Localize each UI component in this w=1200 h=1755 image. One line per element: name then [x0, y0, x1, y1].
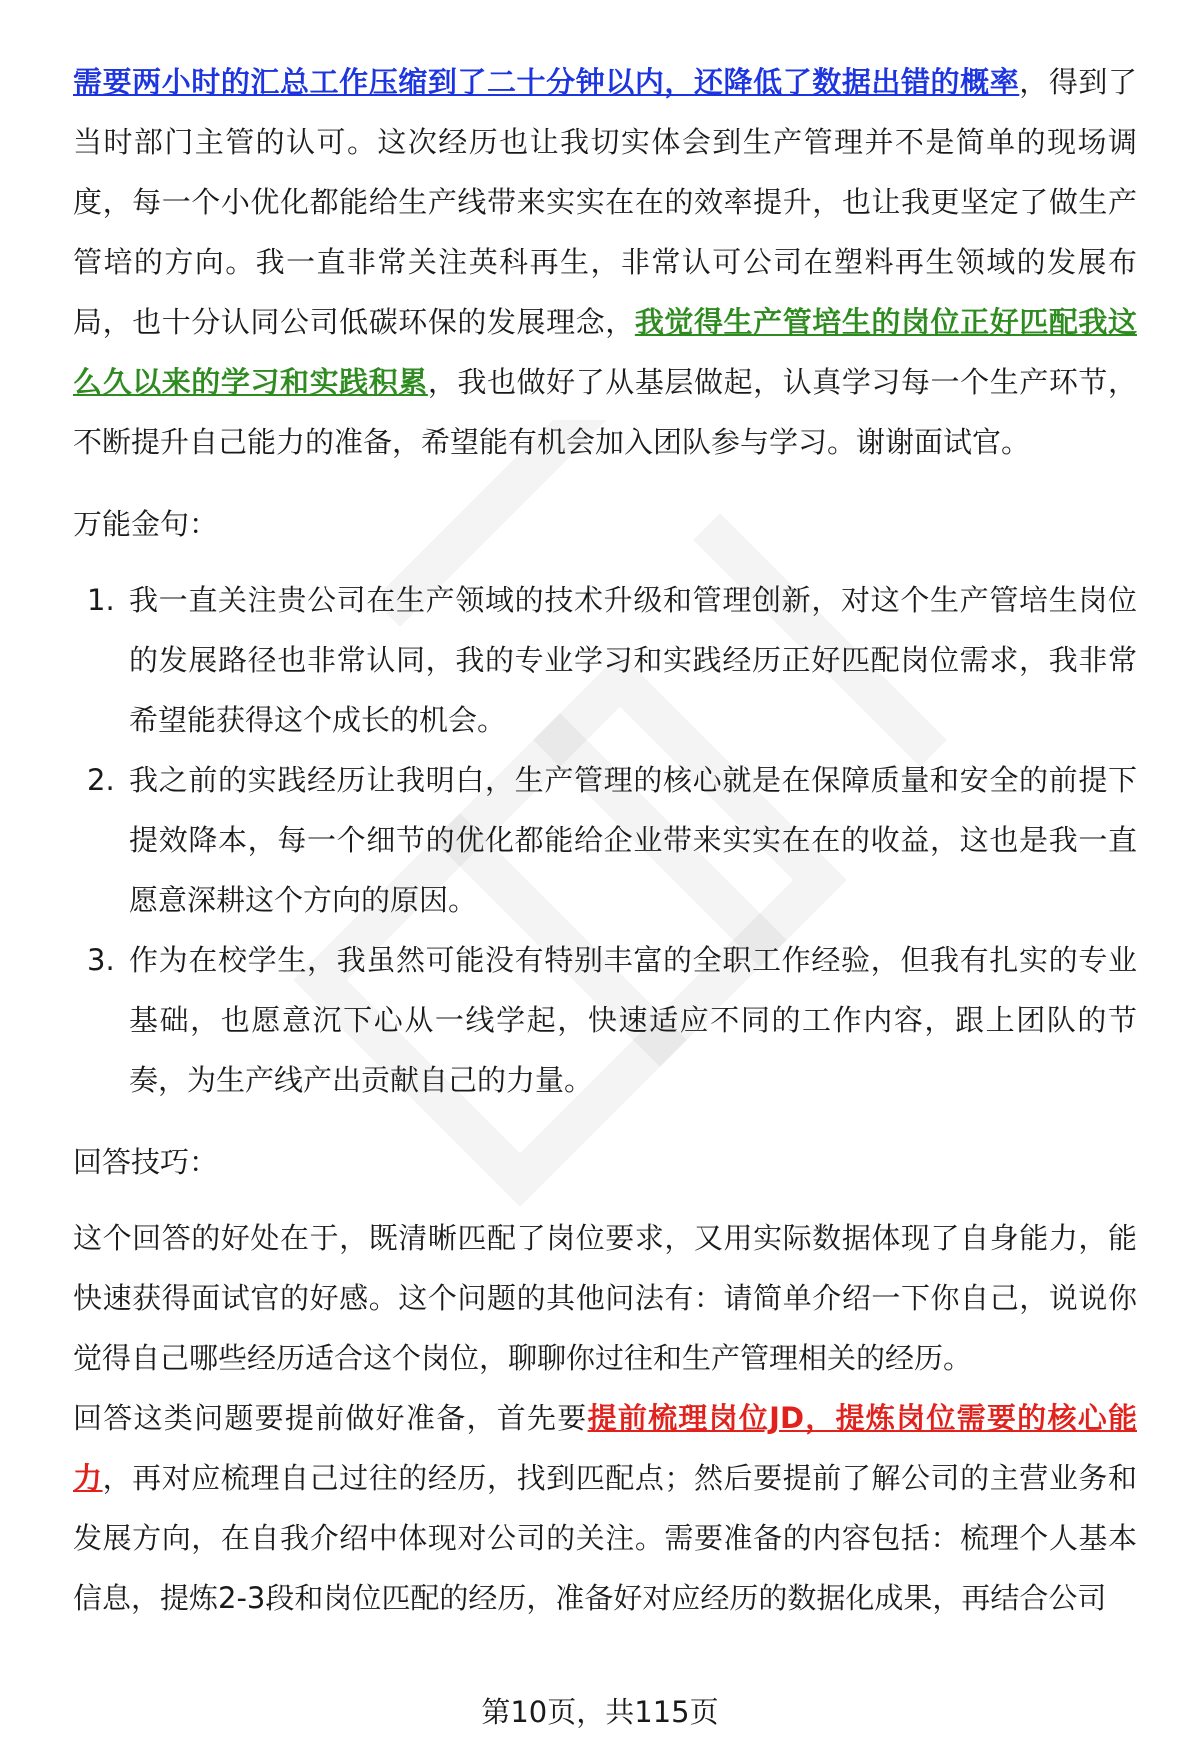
paragraph-text: ，得到了当时部门主管的认可。这次经历也让我切实体会到生产管理并不是简单的现场调度，每一个小优化都能给生产线带来实实在在的效率提升，也让我更坚定了做生产管培的方向。我一直非常关注英科再生，非常认可公司在塑料再生领域的发展布局，也十分认同公司低碳环保的发展理念， — [73, 65, 1137, 339]
list-item-text: 我之前的实践经历让我明白，生产管理的核心就是在保障质量和安全的前提下提效降本，每一个细节的优化都能给企业带来实实在在的收益，这也是我一直愿意深耕这个方向的原因。 — [129, 763, 1137, 917]
intro-paragraph — [73, 52, 1137, 472]
document-body — [73, 52, 1137, 1628]
red-highlight-text: 提前梳理岗位JD，提炼岗位需要的核心能力 — [73, 1401, 1137, 1495]
list-number: 2. — [87, 763, 115, 797]
list-item-text: 我一直关注贵公司在生产领域的技术升级和管理创新，对这个生产管培生岗位的发展路径也非常认同，我的专业学习和实践经历正好匹配岗位需求，我非常希望能获得这个成长的机会。 — [129, 583, 1137, 737]
paragraph-text: 回答这类问题要提前做好准备，首先要 — [73, 1401, 588, 1435]
blue-highlight-text: 需要两小时的汇总工作压缩到了二十分钟以内，还降低了数据出错的概率 — [73, 65, 1020, 99]
list-item — [73, 930, 1137, 1110]
list-item-text: 作为在校学生，我虽然可能没有特别丰富的全职工作经验，但我有扎实的专业基础，也愿意沉下心从一线学起，快速适应不同的工作内容，跟上团队的节奏，为生产线产出贡献自己的力量。 — [129, 943, 1137, 1097]
list-item — [73, 570, 1137, 750]
tips-paragraph-2 — [73, 1388, 1137, 1628]
golden-sentences-heading: 万能金句： — [73, 507, 219, 541]
paragraph-text: ，我也做好了从基层做起，认真学习每一个生产环节，不断提升自己能力的准备，希望能有机会加入团队参与学习。谢谢面试官。 — [73, 365, 1137, 459]
page-footer: 第10页，共115页 — [481, 1695, 719, 1729]
tips-paragraph: 这个回答的好处在于，既清晰匹配了岗位要求，又用实际数据体现了自身能力，能快速获得面试官的好感。这个问题的其他问法有：请简单介绍一下你自己，说说你觉得自己哪些经历适合这个岗位，聊聊你过往和生产管理相关的经历。 — [73, 1221, 1137, 1375]
list-number: 3. — [87, 943, 115, 977]
golden-sentences-list — [73, 570, 1137, 1110]
paragraph-text: ，再对应梳理自己过往的经历，找到匹配点；然后要提前了解公司的主营业务和发展方向，在自我介绍中体现对公司的关注。需要准备的内容包括：梳理个人基本信息，提炼2-3段和岗位匹配的经历，准备好对应经历的数据化成果，再结合公司 — [73, 1461, 1137, 1615]
green-highlight-text: 我觉得生产管培生的岗位正好匹配我这么久以来的学习和实践积累 — [73, 305, 1137, 399]
answer-tips-heading: 回答技巧： — [73, 1145, 219, 1179]
list-item — [73, 750, 1137, 930]
list-number: 1. — [87, 583, 115, 617]
